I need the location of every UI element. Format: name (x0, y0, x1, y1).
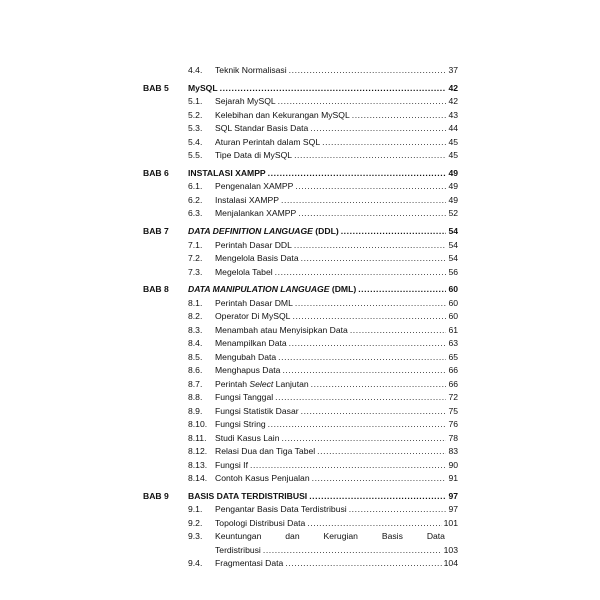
chapter-label: BAB 8 (143, 284, 169, 295)
chapter-bab-5 (143, 82, 458, 96)
toc-entry-9-3 (143, 530, 458, 557)
chapter-bab-9 (143, 490, 458, 504)
toc-entry-8-10 (143, 418, 458, 432)
toc-entry-title: Contoh Kasus Penjualan (215, 473, 310, 484)
toc-entry-number: 7.2. (188, 253, 203, 264)
toc-entry-page: 103 (443, 544, 458, 555)
dot-leader (322, 136, 446, 150)
chapter-page: 49 (448, 167, 458, 178)
toc-entry-number: 8.13. (188, 459, 208, 470)
dot-leader (294, 149, 446, 163)
toc-entry-title: Menjalankan XAMPP (215, 208, 297, 219)
dot-leader (310, 122, 446, 136)
toc-entry-title: Sejarah MySQL (215, 96, 276, 107)
toc-entry-page: 104 (443, 558, 458, 569)
toc-entry-number: 5.3. (188, 123, 203, 134)
table-of-contents (143, 64, 458, 571)
toc-entry-5-3 (143, 122, 458, 136)
toc-entry-5-2 (143, 109, 458, 123)
toc-entry-number: 8.7. (188, 378, 203, 389)
toc-entry-6-2 (143, 194, 458, 208)
toc-entry-title: Fungsi Tanggal (215, 392, 274, 403)
dot-leader (289, 337, 447, 351)
title-continuation: Terdistribusi (215, 544, 261, 555)
toc-entry-title-italic: Select (249, 378, 274, 389)
toc-entry-title: Aturan Perintah dalam SQL (215, 136, 321, 147)
toc-entry-number: 7.3. (188, 266, 203, 277)
dot-leader (295, 297, 447, 311)
toc-entry-title: Menghapus Data (215, 365, 281, 376)
dot-leader (294, 239, 447, 253)
title-word: dan (285, 531, 300, 542)
chapter-title (188, 225, 339, 239)
chapter-label: BAB 7 (143, 226, 169, 237)
toc-entry-8-12 (143, 445, 458, 459)
toc-entry-number: 9.3. (188, 531, 203, 542)
toc-entry-number: 8.3. (188, 324, 203, 335)
chapter-title: INSTALASI XAMPP (188, 167, 266, 178)
toc-entry-8-14 (143, 472, 458, 486)
toc-entry-page: 49 (448, 194, 458, 205)
dot-leader (349, 503, 447, 517)
toc-entry-8-8 (143, 391, 458, 405)
dot-leader (307, 517, 441, 531)
toc-entry-page: 45 (448, 150, 458, 161)
dot-leader (285, 557, 441, 571)
toc-entry-number: 4.4. (188, 65, 203, 75)
dot-leader (268, 418, 447, 432)
toc-entry-number: 5.4. (188, 136, 203, 147)
toc-entry-5-1 (143, 95, 458, 109)
title-word: Kerugian (323, 531, 358, 542)
dot-leader (341, 225, 447, 239)
toc-entry-8-1 (143, 297, 458, 311)
toc-entry-title: Kelebihan dan Kekurangan MySQL (215, 109, 350, 120)
toc-entry-title-line2 (215, 544, 458, 558)
toc-entry-5-4 (143, 136, 458, 150)
toc-entry-number: 8.2. (188, 311, 203, 322)
toc-entry-number: 8.6. (188, 365, 203, 376)
toc-entry-9-4 (143, 557, 458, 571)
toc-entry-number: 8.5. (188, 351, 203, 362)
toc-entry-title: Teknik Normalisasi (215, 65, 287, 75)
toc-entry-title: Fragmentasi Data (215, 558, 284, 569)
toc-entry-number: 6.2. (188, 194, 203, 205)
toc-entry-title: Megelola Tabel (215, 266, 273, 277)
dot-leader (292, 310, 446, 324)
dot-leader (301, 405, 447, 419)
toc-entry-title: Fungsi String (215, 419, 266, 430)
toc-entry-8-13 (143, 459, 458, 473)
chapter-label: BAB 5 (143, 82, 169, 93)
toc-entry-8-7 (143, 378, 458, 392)
toc-entry-page: 61 (448, 324, 458, 335)
toc-entry-title: Mengelola Basis Data (215, 253, 299, 264)
toc-entry-title: Tipe Data di MySQL (215, 150, 293, 161)
toc-entry-title: Pengantar Basis Data Terdistribusi (215, 504, 347, 515)
toc-entry-page: 72 (448, 392, 458, 403)
dot-leader (358, 283, 446, 297)
toc-entry-page: 65 (448, 351, 458, 362)
toc-entry-page: 44 (448, 123, 458, 134)
chapter-title: BASIS DATA TERDISTRIBUSI (188, 490, 308, 501)
dot-leader (220, 82, 447, 96)
toc-entry-7-1 (143, 239, 458, 253)
toc-entry-number: 8.11. (188, 432, 207, 443)
title-word: Keuntungan (215, 531, 262, 542)
dot-leader (275, 266, 447, 280)
toc-entry-title (215, 378, 309, 392)
toc-entry-7-3 (143, 266, 458, 280)
toc-entry-title-suffix: Lanjutan (273, 378, 309, 389)
chapter-title (188, 283, 356, 297)
toc-entry-9-1 (143, 503, 458, 517)
toc-entry-6-3 (143, 207, 458, 221)
toc-entry-6-1 (143, 180, 458, 194)
dot-leader (278, 351, 446, 365)
toc-entry-number: 8.1. (188, 297, 203, 308)
chapter-label: BAB 9 (143, 490, 169, 501)
toc-entry-title: Studi Kasus Lain (215, 432, 280, 443)
dot-leader (282, 364, 446, 378)
dot-leader (281, 194, 446, 208)
toc-entry-number: 9.4. (188, 558, 203, 569)
toc-entry-page: 56 (448, 266, 458, 277)
toc-entry-page: 60 (448, 297, 458, 308)
chapter-bab-6 (143, 167, 458, 181)
dot-leader (295, 180, 446, 194)
toc-entry-page: 37 (448, 65, 458, 75)
toc-entry-number: 9.2. (188, 517, 203, 528)
toc-entry-5-5 (143, 149, 458, 163)
toc-entry-8-3 (143, 324, 458, 338)
dot-leader (263, 544, 442, 558)
chapter-title-suffix: (DML) (329, 284, 357, 295)
chapter-title-italic: DATA MANIPULATION LANGUAGE (188, 284, 330, 295)
toc-entry-page: 54 (448, 253, 458, 264)
toc-entry-8-6 (143, 364, 458, 378)
dot-leader (317, 445, 446, 459)
toc-entry-page: 49 (448, 181, 458, 192)
toc-entry-number: 9.1. (188, 504, 203, 515)
toc-entry-title: Fungsi If (215, 459, 248, 470)
dot-leader (278, 95, 447, 109)
toc-entry-title: Perintah Dasar DDL (215, 239, 292, 250)
chapter-page: 54 (448, 226, 458, 237)
chapter-label: BAB 6 (143, 167, 169, 178)
toc-entry-title: Instalasi XAMPP (215, 194, 279, 205)
chapter-bab-7 (143, 225, 458, 239)
toc-entry-8-11 (143, 432, 458, 446)
toc-entry-page: 43 (448, 109, 458, 120)
toc-entry-title-prefix: Perintah (215, 378, 250, 389)
dot-leader (298, 207, 446, 221)
toc-entry-title: SQL Standar Basis Data (215, 123, 309, 134)
chapter-page: 42 (448, 82, 458, 93)
dot-leader (352, 109, 447, 123)
toc-entry-page: 76 (448, 419, 458, 430)
toc-entry-title: Relasi Dua dan Tiga Tabel (215, 446, 316, 457)
title-word: Data (426, 531, 445, 542)
toc-entry-number: 6.1. (188, 181, 203, 192)
dot-leader (301, 252, 447, 266)
toc-entry-title: Perintah Dasar DML (215, 297, 293, 308)
toc-entry-title: Topologi Distribusi Data (215, 517, 306, 528)
toc-entry-8-2 (143, 310, 458, 324)
toc-entry-number: 8.14. (188, 473, 208, 484)
toc-entry-number: 8.10. (188, 419, 208, 430)
chapter-page: 60 (448, 284, 458, 295)
toc-entry-page: 66 (448, 365, 458, 376)
toc-entry-page: 75 (448, 405, 458, 416)
toc-entry-8-9 (143, 405, 458, 419)
toc-entry-9-2 (143, 517, 458, 531)
toc-entry-title: Menampilkan Data (215, 338, 287, 349)
toc-entry-title: Fungsi Statistik Dasar (215, 405, 299, 416)
chapter-bab-8 (143, 283, 458, 297)
toc-entry-title (215, 530, 458, 557)
toc-entry-number: 8.12. (188, 446, 208, 457)
toc-entry-number: 5.2. (188, 109, 203, 120)
dot-leader (309, 490, 446, 504)
toc-entry-7-2 (143, 252, 458, 266)
toc-entry-page: 54 (448, 239, 458, 250)
toc-entry-page: 52 (448, 208, 458, 219)
toc-entry-page: 78 (448, 432, 458, 443)
toc-entry-8-5 (143, 351, 458, 365)
dot-leader (282, 432, 447, 446)
dot-leader (289, 64, 447, 78)
dot-leader (311, 378, 447, 392)
toc-entry-title-line1 (215, 530, 445, 544)
dot-leader (275, 391, 446, 405)
toc-entry-page: 63 (448, 338, 458, 349)
toc-entry-page: 66 (448, 378, 458, 389)
toc-entry-page: 91 (448, 473, 458, 484)
toc-entry-title: Mengubah Data (215, 351, 277, 362)
dot-leader (268, 167, 447, 181)
toc-entry-number: 7.1. (188, 239, 203, 250)
toc-entry-page: 45 (448, 136, 458, 147)
chapter-title-suffix: (DDL) (312, 226, 339, 237)
toc-entry-8-4 (143, 337, 458, 351)
dot-leader (250, 459, 446, 473)
toc-entry-page: 42 (448, 96, 458, 107)
toc-entry-title: Operator Di MySQL (215, 311, 291, 322)
chapter-title-italic: DATA DEFINITION LANGUAGE (188, 226, 313, 237)
toc-entry-page: 97 (448, 504, 458, 515)
toc-entry-number: 5.5. (188, 150, 203, 161)
toc-entry-page: 90 (448, 459, 458, 470)
toc-entry-title: Pengenalan XAMPP (215, 181, 294, 192)
toc-entry-number: 8.4. (188, 338, 203, 349)
toc-entry-number: 6.3. (188, 208, 203, 219)
toc-entry-number: 8.8. (188, 392, 203, 403)
toc-entry-page: 101 (443, 517, 458, 528)
toc-entry-title: Menambah atau Menyisipkan Data (215, 324, 348, 335)
toc-entry-number: 5.1. (188, 96, 203, 107)
dot-leader (350, 324, 447, 338)
chapter-page: 97 (448, 490, 458, 501)
chapter-title: MySQL (188, 82, 218, 93)
toc-entry-number: 8.9. (188, 405, 203, 416)
toc-entry-4-4 (143, 64, 458, 78)
toc-entry-page: 83 (448, 446, 458, 457)
title-word: Basis (381, 531, 403, 542)
dot-leader (312, 472, 447, 486)
toc-entry-page: 60 (448, 311, 458, 322)
